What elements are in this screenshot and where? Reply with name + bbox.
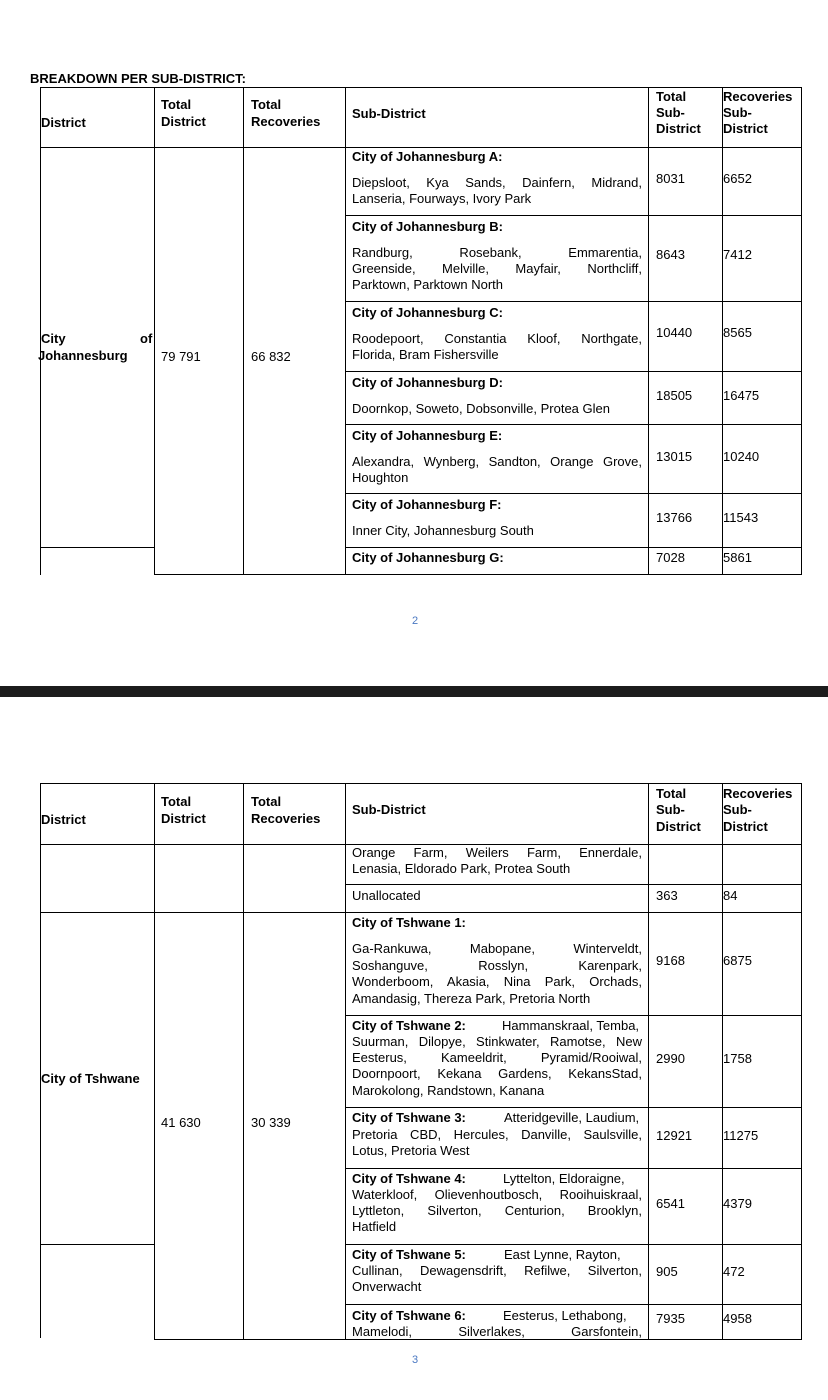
sub-district-total: 8643 [656, 247, 685, 262]
sub-district-total: 13015 [656, 449, 693, 464]
header-total-sub-2: Sub- [656, 105, 685, 120]
sub-district-recoveries: 5861 [723, 550, 752, 565]
sub-district-areas-2: Houghton [352, 470, 409, 485]
header-total-sub-1: Total [656, 89, 687, 104]
sub-district-name: City of Johannesburg G: [352, 550, 504, 565]
sub-district-areas-3: Onverwacht [352, 1279, 422, 1294]
sub-district-areas-5: Marokolong, Randstown, Kanana [352, 1083, 545, 1098]
sub-district-total: 7935 [656, 1311, 685, 1326]
header-district: District [41, 812, 86, 827]
sub-district-name: City of Tshwane 6: [352, 1308, 466, 1323]
sub-district-name: City of Johannesburg D: [352, 375, 503, 390]
sub-district-areas-2: Mamelodi, Silverlakes, Garsfontein, [352, 1324, 642, 1339]
sub-district-areas-1: Atteridgeville, Laudium, [504, 1110, 640, 1125]
sub-district-recoveries: 8565 [723, 325, 752, 340]
carry-over-areas-2: Lenasia, Eldorado Park, Protea South [352, 861, 571, 876]
sub-district-total: 10440 [656, 325, 693, 340]
header-total-sub-2: Sub- [656, 802, 685, 817]
sub-district-recoveries: 10240 [723, 449, 760, 464]
document-page-2 [0, 0, 828, 686]
document-page-3 [0, 697, 828, 1400]
sub-district-name: City of Tshwane 1: [352, 915, 466, 930]
header-total-recoveries-2: Recoveries [251, 114, 321, 129]
sub-district-total: 7028 [656, 550, 685, 565]
header-total-sub-3: District [656, 819, 701, 834]
header-total-district-2: District [161, 811, 206, 826]
header-recoveries-sub-2: Sub- [723, 802, 752, 817]
sub-district-recoveries: 4958 [723, 1311, 752, 1326]
sub-district-name: City of Johannesburg A: [352, 149, 503, 164]
header-total-sub-3: District [656, 121, 701, 136]
sub-district-areas-2: Florida, Bram Fishersville [352, 347, 499, 362]
header-total-recoveries-2: Recoveries [251, 811, 321, 826]
sub-district-total: 363 [656, 888, 678, 903]
header-total-district-1: Total [161, 794, 192, 809]
sub-district-recoveries: 1758 [723, 1051, 752, 1066]
header-total-sub-1: Total [656, 786, 687, 801]
sub-district-areas-4: Doornpoort, Kekana Gardens, KekansStad, [352, 1066, 642, 1081]
district-name-johannesburg-2: Johannesburg [38, 348, 128, 363]
district-total-tshwane: 41 630 [161, 1115, 201, 1130]
sub-district-areas-2: Soshanguve, Rosslyn, Karenpark, [352, 958, 642, 973]
sub-district-recoveries: 7412 [723, 247, 752, 262]
district-name-johannesburg-of: of [140, 331, 153, 346]
sub-district-areas-2: Greenside, Melville, Mayfair, Northcliff, [352, 261, 642, 276]
header-total-district-2: District [161, 114, 206, 129]
sub-district-recoveries: 6875 [723, 953, 752, 968]
sub-district-total: 8031 [656, 171, 685, 186]
sub-district-name: City of Johannesburg F: [352, 497, 502, 512]
sub-district-areas-3: Parktown, Parktown North [352, 277, 504, 292]
sub-district-name: City of Tshwane 5: [352, 1247, 466, 1262]
sub-district-areas-2: Lanseria, Fourways, Ivory Park [352, 191, 532, 206]
sub-district-recoveries: 11543 [723, 510, 759, 525]
sub-district-areas-3: Wonderboom, Akasia, Nina Park, Orchads, [352, 974, 642, 989]
sub-district-areas-3: Lotus, Pretoria West [352, 1143, 470, 1158]
header-recoveries-sub-3: District [723, 819, 768, 834]
header-recoveries-sub-3: District [723, 121, 768, 136]
sub-district-areas-2: Suurman, Dilopye, Stinkwater, Ramotse, New [352, 1034, 642, 1049]
sub-district-recoveries: 16475 [723, 388, 760, 403]
district-recoveries-johannesburg: 66 832 [251, 349, 291, 364]
sub-district-name: Unallocated [352, 888, 421, 903]
header-sub-district: Sub-District [352, 802, 426, 817]
sub-district-areas-1: Eesterus, Lethabong, [503, 1308, 627, 1323]
sub-district-areas-1: East Lynne, Rayton, [504, 1247, 621, 1262]
sub-district-areas-3: Lyttleton, Silverton, Centurion, Brooklyn, [352, 1203, 642, 1218]
sub-district-name: City of Johannesburg E: [352, 428, 503, 443]
header-recoveries-sub-2: Sub- [723, 105, 752, 120]
sub-district-areas-1: Hammanskraal, Temba, [502, 1018, 640, 1033]
sub-district-name: City of Tshwane 4: [352, 1171, 466, 1186]
sub-district-total: 905 [656, 1264, 678, 1279]
district-recoveries-tshwane: 30 339 [251, 1115, 291, 1130]
sub-district-name: City of Johannesburg C: [352, 305, 503, 320]
sub-district-total: 6541 [656, 1196, 685, 1211]
sub-district-total: 12921 [656, 1128, 693, 1143]
sub-district-recoveries: 472 [723, 1264, 745, 1279]
sub-district-name: City of Tshwane 2: [352, 1018, 466, 1033]
sub-district-areas-4: Amandasig, Thereza Park, Pretoria North [352, 991, 591, 1006]
sub-district-recoveries: 4379 [723, 1196, 752, 1211]
sub-district-areas-1: Roodepoort, Constantia Kloof, Northgate, [352, 331, 642, 346]
header-recoveries-sub-1: Recoveries [723, 786, 793, 801]
sub-district-name: City of Johannesburg B: [352, 219, 503, 234]
sub-district-recoveries: 11275 [723, 1128, 759, 1143]
header-sub-district: Sub-District [352, 106, 426, 121]
district-name-tshwane: City of Tshwane [41, 1071, 140, 1086]
sub-district-areas-2: Cullinan, Dewagensdrift, Refilwe, Silverton, [352, 1263, 642, 1278]
district-name-johannesburg-1: City [41, 331, 66, 346]
sub-district-areas-1: Alexandra, Wynberg, Sandton, Orange Grove, [352, 454, 642, 469]
sub-district-areas-2: Pretoria CBD, Hercules, Danville, Saulsville, [352, 1127, 642, 1142]
sub-district-recoveries: 6652 [723, 171, 752, 186]
sub-district-areas-4: Hatfield [352, 1219, 397, 1234]
sub-district-name: City of Tshwane 3: [352, 1110, 466, 1125]
section-title: BREAKDOWN PER SUB-DISTRICT: [30, 71, 246, 86]
sub-district-areas-1: Lyttelton, Eldoraigne, [503, 1171, 625, 1186]
sub-district-areas-1: Doornkop, Soweto, Dobsonville, Protea Glen [352, 401, 610, 416]
sub-district-total: 2990 [656, 1051, 685, 1066]
header-total-district-1: Total [161, 97, 192, 112]
sub-district-areas-1: Inner City, Johannesburg South [352, 523, 534, 538]
sub-district-recoveries: 84 [723, 888, 738, 903]
page-divider [0, 686, 828, 697]
header-total-recoveries-1: Total [251, 97, 282, 112]
sub-district-areas-1: Ga-Rankuwa, Mabopane, Winterveldt, [352, 941, 642, 956]
sub-district-areas-2: Waterkloof, Olievenhoutbosch, Rooihuiskraal, [352, 1187, 642, 1202]
district-total-johannesburg: 79 791 [161, 349, 201, 364]
sub-district-areas-1: Diepsloot, Kya Sands, Dainfern, Midrand, [352, 175, 642, 190]
sub-district-total: 9168 [656, 953, 685, 968]
sub-district-total: 18505 [656, 388, 693, 403]
header-district: District [41, 115, 86, 130]
carry-over-areas-1: Orange Farm, Weilers Farm, Ennerdale, [352, 845, 642, 860]
header-recoveries-sub-1: Recoveries [723, 89, 793, 104]
sub-district-areas-1: Randburg, Rosebank, Emmarentia, [352, 245, 642, 260]
sub-district-total: 13766 [656, 510, 693, 525]
page-number: 2 [412, 615, 419, 627]
page-number: 3 [412, 1354, 419, 1366]
sub-district-areas-3: Eesterus, Kameeldrit, Pyramid/Rooiwal, [352, 1050, 642, 1065]
header-total-recoveries-1: Total [251, 794, 282, 809]
